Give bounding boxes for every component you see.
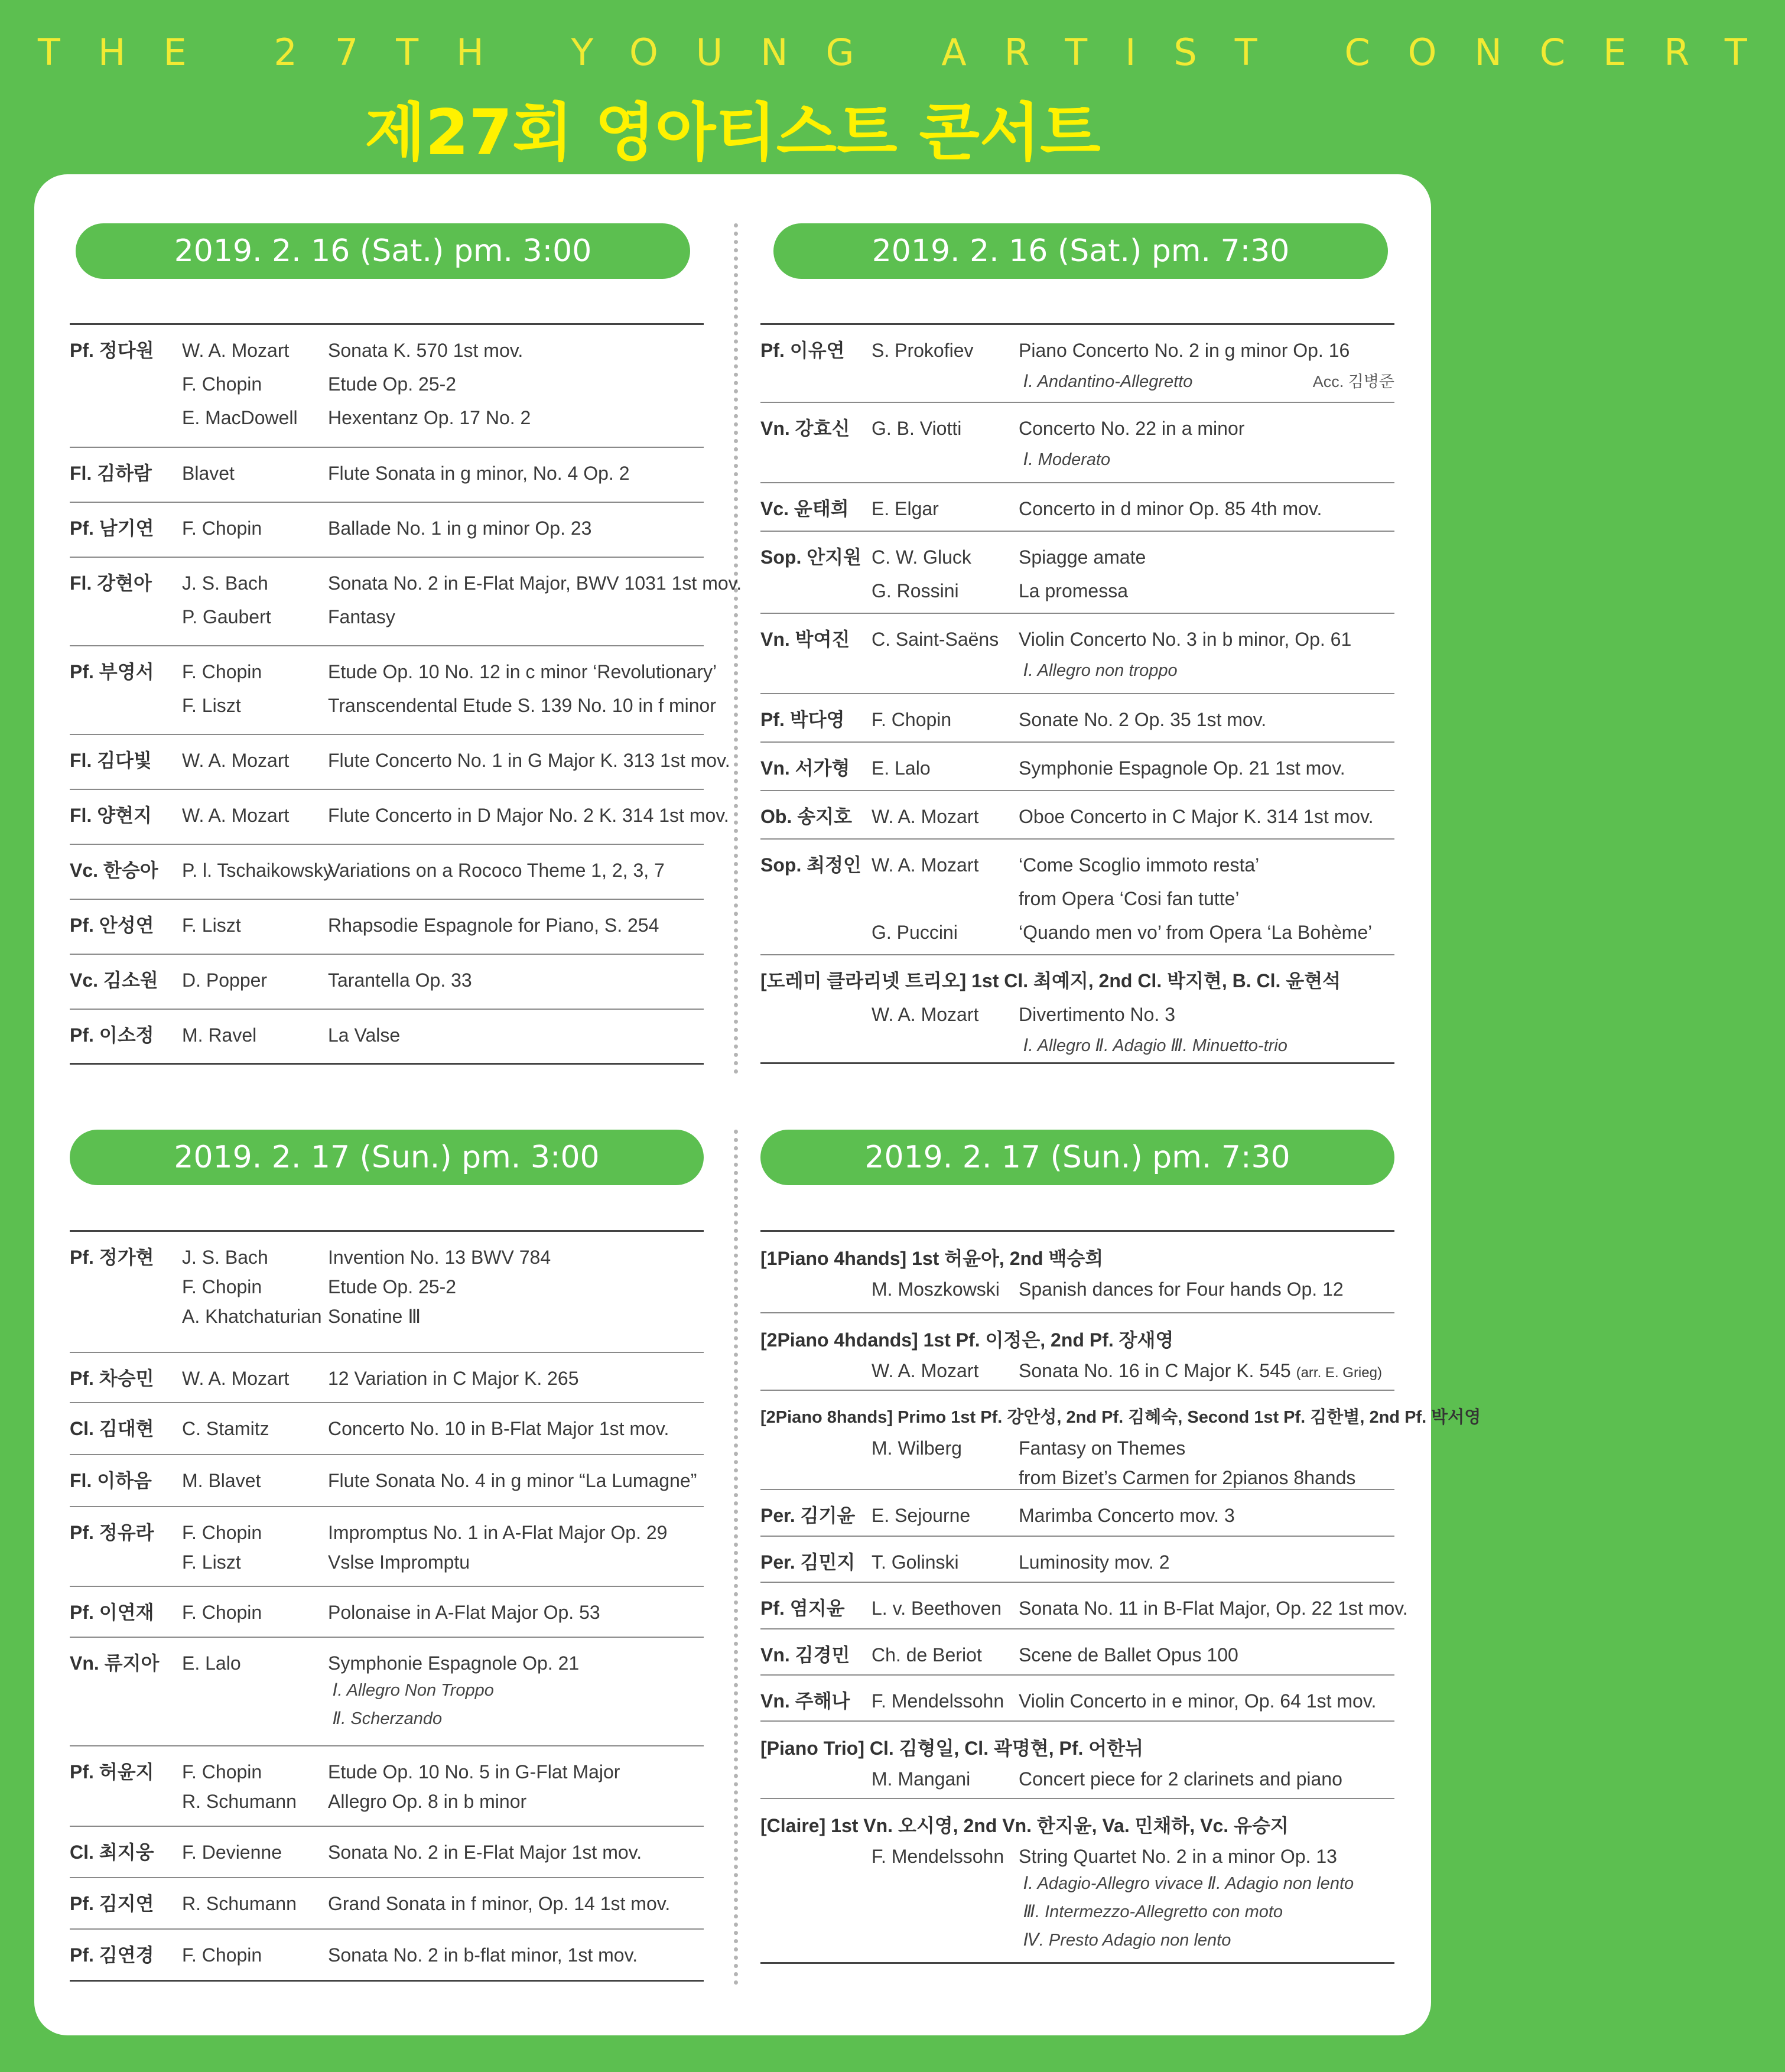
composer: A. Khatchaturian <box>182 1306 322 1327</box>
performer-name: Fl. 양현지 <box>70 805 152 826</box>
session-date: 2019. 2. 16 (Sat.) pm. 3:00 <box>76 223 690 279</box>
ensemble-label: [2Piano 8hands] Primo 1st Pf. 강안성, 2nd Pf. 김혜숙, Second 1st Pf. 김한별, 2nd Pf. 박서영 <box>760 1408 1481 1427</box>
composer: L. v. Beethoven <box>872 1598 1002 1619</box>
program-row <box>70 1010 704 1065</box>
work-title-text: Sonatine Ⅲ <box>328 1306 421 1327</box>
program-row <box>70 1455 704 1507</box>
program-row <box>760 1583 1408 1629</box>
program-row <box>760 1232 1394 1313</box>
movement-label: Ⅰ. Andantino-Allegretto <box>1023 372 1193 391</box>
work-title <box>1019 1272 1344 1306</box>
composer: F. Chopin <box>182 1522 262 1543</box>
work-title-text: Sonata No. 2 in b-flat minor, 1st mov. <box>328 1944 638 1966</box>
work-title <box>1019 915 1372 949</box>
work-title-text: Spanish dances for Four hands Op. 12 <box>1019 1279 1344 1300</box>
ensemble-label: [1Piano 4hands] 1st 허윤아, 2nd 백승희 <box>760 1248 1104 1269</box>
composer: M. Ravel <box>182 1024 257 1046</box>
composer: E. Lalo <box>182 1653 241 1674</box>
work-title <box>328 1411 669 1446</box>
program-list <box>760 323 1394 1064</box>
work-title-text: Etude Op. 25-2 <box>328 373 457 395</box>
work-title-text: Sonata No. 2 in E-Flat Major 1st mov. <box>328 1842 642 1863</box>
work-title-text: Marimba Concerto mov. 3 <box>1019 1505 1235 1526</box>
ensemble-label: [Piano Trio] Cl. 김형일, Cl. 곽명현, Pf. 어한뉘 <box>760 1738 1144 1759</box>
program-row <box>760 743 1394 791</box>
composer: M. Mangani <box>872 1768 971 1790</box>
performer-name: Pf. 이연재 <box>70 1602 154 1623</box>
composer: G. Rossini <box>872 580 959 601</box>
composer: W. A. Mozart <box>182 340 290 361</box>
composer: W. A. Mozart <box>872 1004 979 1025</box>
composer: T. Golinski <box>872 1551 959 1573</box>
performer-name: Pf. 안성연 <box>70 915 154 936</box>
composer: Ch. de Beriot <box>872 1644 982 1666</box>
work-title <box>328 401 531 435</box>
program-list <box>70 323 742 1065</box>
composer: W. A. Mozart <box>872 854 979 876</box>
composer: J. S. Bach <box>182 573 268 594</box>
movement-label: Ⅲ. Intermezzo-Allegretto con moto <box>1023 1902 1283 1921</box>
movement-label: Ⅰ. Allegro Ⅱ. Adagio Ⅲ. Minuetto-trio <box>1023 1036 1287 1055</box>
work-title-text: Sonata No. 11 in B-Flat Major, Op. 22 1st mov. <box>1019 1598 1408 1619</box>
work-title <box>328 367 456 401</box>
work-title <box>1019 574 1128 608</box>
work-title-text: Spiagge amate <box>1019 547 1146 568</box>
composer: C. Saint-Saëns <box>872 629 999 650</box>
program-row <box>760 1629 1394 1676</box>
performer-name: Pf. 박다영 <box>760 709 845 730</box>
composer: W. A. Mozart <box>872 806 979 827</box>
work-title-text: Flute Sonata in g minor, No. 4 Op. 2 <box>328 463 630 484</box>
performer-name: Vn. 류지아 <box>70 1653 160 1674</box>
work-title <box>1019 411 1244 445</box>
work-title <box>1019 1591 1408 1625</box>
program-row <box>760 403 1394 483</box>
work-title <box>328 333 523 367</box>
work-title <box>1019 848 1259 882</box>
work-title-text: Flute Concerto in D Major No. 2 K. 314 1st mov. <box>328 805 729 826</box>
work-title <box>1019 882 1239 916</box>
composer: E. Elgar <box>872 498 939 519</box>
work-title-text: Tarantella Op. 33 <box>328 970 472 991</box>
performer-name: Per. 김민지 <box>760 1551 856 1573</box>
composer: M. Wilberg <box>872 1437 962 1459</box>
work-title <box>328 1299 421 1333</box>
program-row <box>760 694 1394 743</box>
work-title-text: Grand Sonata in f minor, Op. 14 1st mov. <box>328 1893 671 1914</box>
composer: F. Chopin <box>182 1761 262 1782</box>
program-row <box>70 448 704 503</box>
program-row <box>760 840 1394 955</box>
program-row <box>760 325 1394 403</box>
performer-name: Cl. 최지웅 <box>70 1842 154 1863</box>
composer: F. Chopin <box>872 709 952 730</box>
performer-name: Fl. 강현아 <box>70 573 152 594</box>
work-title <box>328 743 730 778</box>
performer-name: Pf. 남기연 <box>70 518 154 539</box>
composer: F. Chopin <box>182 1602 262 1623</box>
composer: F. Liszt <box>182 1551 241 1573</box>
session-date: 2019. 2. 17 (Sun.) pm. 3:00 <box>70 1130 704 1185</box>
arrangement-note: (arr. E. Grieg) <box>1296 1365 1382 1381</box>
performer-name: Vn. 박여진 <box>760 629 850 650</box>
composer: M. Moszkowski <box>872 1279 1000 1300</box>
work-title-text: Etude Op. 10 No. 12 in c minor ‘Revolutionary’ <box>328 661 717 682</box>
accompanist: Acc. 김병준 <box>1312 373 1394 391</box>
work-title <box>1019 997 1175 1032</box>
program-row <box>760 955 1394 1064</box>
work-title <box>328 1886 670 1921</box>
composer: G. Puccini <box>872 922 958 943</box>
work-title <box>1019 751 1345 785</box>
work-title <box>1019 540 1146 574</box>
program-row <box>70 955 704 1010</box>
work-title-text: Concert piece for 2 clarinets and piano <box>1019 1768 1342 1790</box>
performer-name: Fl. 김다빛 <box>70 750 152 771</box>
performer-name: Pf. 이소정 <box>70 1024 154 1046</box>
program-row <box>70 1507 704 1587</box>
program-row <box>70 845 704 900</box>
program-row <box>760 1676 1394 1722</box>
program-row <box>760 1391 1481 1490</box>
work-title <box>1019 1545 1170 1579</box>
session-date: 2019. 2. 17 (Sun.) pm. 7:30 <box>760 1130 1394 1185</box>
work-title <box>328 655 717 689</box>
movement-label: Ⅳ. Presto Adagio non lento <box>1023 1931 1231 1950</box>
performer-name: Vn. 강효신 <box>760 418 850 439</box>
composer: S. Prokofiev <box>872 340 974 361</box>
composer: W. A. Mozart <box>182 750 290 771</box>
performer-name: Pf. 정다원 <box>70 340 154 361</box>
work-title <box>1019 333 1350 367</box>
composer: W. A. Mozart <box>182 1368 290 1389</box>
work-title <box>328 798 729 832</box>
composer: J. S. Bach <box>182 1247 268 1268</box>
work-title-text: Ballade No. 1 in g minor Op. 23 <box>328 518 592 539</box>
composer: R. Schumann <box>182 1791 297 1812</box>
work-title <box>328 1938 638 1972</box>
work-title <box>328 1835 642 1869</box>
work-title-text: from Opera ‘Cosi fan tutte’ <box>1019 888 1240 909</box>
program-row <box>760 1537 1394 1583</box>
work-title <box>328 688 716 723</box>
work-title-text: Divertimento No. 3 <box>1019 1004 1175 1025</box>
program-row <box>760 791 1394 840</box>
program-list <box>760 1230 1481 1964</box>
composer: W. A. Mozart <box>872 1360 979 1381</box>
program-row <box>70 1587 704 1638</box>
work-title-text: 12 Variation in C Major K. 265 <box>328 1368 579 1389</box>
work-title-text: Violin Concerto No. 3 in b minor, Op. 61 <box>1019 629 1352 650</box>
composer: F. Chopin <box>182 373 262 395</box>
program-row <box>70 1878 704 1930</box>
performer-name: Pf. 허윤지 <box>70 1761 154 1782</box>
work-title <box>1019 702 1266 737</box>
performer-name: Pf. 김연경 <box>70 1944 154 1966</box>
performer-name: Fl. 김하람 <box>70 463 152 484</box>
composer: C. Stamitz <box>182 1418 269 1439</box>
work-title-text: Piano Concerto No. 2 in g minor Op. 16 <box>1019 340 1350 361</box>
session-date: 2019. 2. 16 (Sat.) pm. 7:30 <box>773 223 1388 279</box>
work-title <box>328 1361 579 1396</box>
work-title-text: Polonaise in A-Flat Major Op. 53 <box>328 1602 600 1623</box>
composer: F. Liszt <box>182 695 241 716</box>
composer: P. l. Tschaikowsky <box>182 860 333 881</box>
program-row <box>70 325 704 448</box>
performer-name: Sop. 안지원 <box>760 547 861 568</box>
performer-name: Fl. 이하음 <box>70 1470 152 1491</box>
work-title <box>1019 1638 1238 1672</box>
program-row <box>70 1232 704 1353</box>
work-title-text: Concerto in d minor Op. 85 4th mov. <box>1019 498 1322 519</box>
composer: F. Devienne <box>182 1842 282 1863</box>
header-title-ko: 제27회 영아티스트 콘서트 <box>365 96 1101 169</box>
composer: Blavet <box>182 463 235 484</box>
ensemble-label: [2Piano 4hdands] 1st Pf. 이정은, 2nd Pf. 장새영 <box>760 1329 1174 1351</box>
work-title-text: Fantasy on Themes <box>1019 1437 1186 1459</box>
performer-name: Pf. 정가현 <box>70 1247 154 1268</box>
work-title-text: La Valse <box>328 1024 401 1046</box>
work-title <box>1019 1354 1382 1390</box>
work-title-text: Violin Concerto in e minor, Op. 64 1st mov. <box>1019 1690 1377 1712</box>
work-title <box>328 1595 600 1629</box>
program-list <box>70 1230 704 1982</box>
header-title-en: THE 27TH YOUNG ARTIST CONCERT <box>38 31 1785 74</box>
work-title <box>328 511 591 545</box>
performer-name: Pf. 부영서 <box>70 661 154 682</box>
work-title-text: Scene de Ballet Opus 100 <box>1019 1644 1238 1666</box>
composer: R. Schumann <box>182 1893 297 1914</box>
composer: G. B. Viotti <box>872 418 962 439</box>
composer: F. Liszt <box>182 915 241 936</box>
column-divider-top <box>734 223 738 1074</box>
composer: P. Gaubert <box>182 606 271 627</box>
work-title-text: Fantasy <box>328 606 395 627</box>
performer-name: Pf. 이유연 <box>760 340 845 361</box>
work-title-text: String Quartet No. 2 in a minor Op. 13 <box>1019 1846 1337 1867</box>
performer-name: Pf. 정유라 <box>70 1522 154 1543</box>
program-row <box>760 1313 1394 1391</box>
performer-name: Vc. 김소원 <box>70 970 158 991</box>
composer: F. Chopin <box>182 1944 262 1966</box>
ensemble-label: [도레미 클라리넷 트리오] 1st Cl. 최예지, 2nd Cl. 박지현, B. Cl. 윤현석 <box>760 970 1341 991</box>
performer-name: Vc. 윤태희 <box>760 498 849 519</box>
composer: F. Mendelssohn <box>872 1690 1004 1712</box>
work-title-text: from Bizet’s Carmen for 2pianos 8hands <box>1019 1467 1356 1488</box>
work-title <box>1019 1684 1376 1718</box>
work-title-text: Vslse Impromptu <box>328 1551 470 1573</box>
work-title-text: Concerto No. 10 in B-Flat Major 1st mov. <box>328 1418 669 1439</box>
work-title <box>328 1545 470 1579</box>
work-title <box>1019 1498 1235 1533</box>
movement-label: Ⅰ. Adagio-Allegro vivace Ⅱ. Adagio non lento <box>1023 1874 1354 1893</box>
program-row <box>70 1827 704 1878</box>
performer-name: Pf. 김지연 <box>70 1893 154 1914</box>
work-title <box>328 963 472 997</box>
composer: F. Mendelssohn <box>872 1846 1004 1867</box>
program-row <box>70 735 730 790</box>
work-title-text: Hexentanz Op. 17 No. 2 <box>328 407 531 428</box>
program-row <box>760 1490 1394 1537</box>
work-title <box>328 908 659 942</box>
work-title <box>328 1018 400 1052</box>
performer-name: Vc. 한승아 <box>70 860 158 881</box>
work-title-text: Variations on a Rococo Theme 1, 2, 3, 7 <box>328 860 665 881</box>
work-title <box>328 456 630 490</box>
work-title-text: Transcendental Etude S. 139 No. 10 in f minor <box>328 695 716 716</box>
work-title-text: Sonata No. 2 in E-Flat Major, BWV 1031 1st mov. <box>328 573 742 594</box>
work-title-text: Etude Op. 10 No. 5 in G-Flat Major <box>328 1761 620 1782</box>
movement-label: Ⅰ. Allegro Non Troppo <box>333 1681 494 1700</box>
work-title-text: Sonate No. 2 Op. 35 1st mov. <box>1019 709 1267 730</box>
work-title <box>1019 622 1351 656</box>
work-title-text: Allegro Op. 8 in b minor <box>328 1791 527 1812</box>
movement-label: Ⅰ. Allegro non troppo <box>1023 661 1178 680</box>
performer-name: Vn. 주해나 <box>760 1690 850 1712</box>
program-row <box>70 1746 704 1827</box>
program-row <box>70 1403 704 1455</box>
program-row <box>70 646 717 735</box>
work-title <box>328 853 665 887</box>
work-title <box>328 566 742 600</box>
movement-label: Ⅰ. Moderato <box>1023 450 1111 469</box>
work-title-text: Concerto No. 22 in a minor <box>1019 418 1245 439</box>
composer: F. Chopin <box>182 518 262 539</box>
work-title-text: Etude Op. 25-2 <box>328 1276 457 1297</box>
performer-name: Pf. 차승민 <box>70 1368 154 1389</box>
work-title <box>1019 799 1374 834</box>
composer: F. Chopin <box>182 1276 262 1297</box>
composer: W. A. Mozart <box>182 805 290 826</box>
work-title-text: Flute Sonata No. 4 in g minor “La Lumagne” <box>328 1470 697 1491</box>
work-title-text: Sonata No. 16 in C Major K. 545 <box>1019 1360 1291 1381</box>
program-row <box>760 532 1394 614</box>
composer: M. Blavet <box>182 1470 261 1491</box>
program-row <box>70 558 742 646</box>
composer: E. Lalo <box>872 757 931 779</box>
work-title-text: ‘Come Scoglio immoto resta’ <box>1019 854 1260 876</box>
program-row <box>760 614 1394 694</box>
work-title-text: Sonata K. 570 1st mov. <box>328 340 524 361</box>
program-row <box>70 503 704 558</box>
work-title-text: Luminosity mov. 2 <box>1019 1551 1170 1573</box>
composer: D. Popper <box>182 970 268 991</box>
program-row <box>70 900 704 955</box>
work-title-text: La promessa <box>1019 580 1128 601</box>
program-row <box>70 1353 704 1403</box>
performer-name: Pf. 염지윤 <box>760 1598 845 1619</box>
program-row <box>70 1930 704 1982</box>
program-row <box>70 790 729 845</box>
work-title-text: Oboe Concerto in C Major K. 314 1st mov. <box>1019 806 1374 827</box>
performer-name: Cl. 김대현 <box>70 1418 154 1439</box>
work-title <box>328 600 395 634</box>
performer-name: Ob. 송지호 <box>760 806 852 827</box>
program-row <box>760 483 1394 532</box>
work-title-text: Symphonie Espagnole Op. 21 <box>328 1653 580 1674</box>
work-title-text: Rhapsodie Espagnole for Piano, S. 254 <box>328 915 659 936</box>
ensemble-label: [Claire] 1st Vn. 오시영, 2nd Vn. 한지윤, Va. 민채하, Vc. 유승지 <box>760 1815 1289 1836</box>
work-title <box>1019 1762 1342 1796</box>
composer: C. W. Gluck <box>872 547 971 568</box>
performer-name: Sop. 최정인 <box>760 854 861 876</box>
movement-label: Ⅱ. Scherzando <box>333 1709 443 1728</box>
composer: E. Sejourne <box>872 1505 971 1526</box>
work-title-text: Symphonie Espagnole Op. 21 1st mov. <box>1019 757 1345 779</box>
performer-name: Vn. 김경민 <box>760 1644 850 1666</box>
program-row <box>760 1722 1394 1799</box>
work-title <box>328 1784 526 1819</box>
program-row <box>760 1799 1394 1964</box>
work-title <box>1019 492 1322 526</box>
composer: F. Chopin <box>182 661 262 682</box>
performer-name: Per. 김기윤 <box>760 1505 856 1526</box>
work-title-text: Impromptus No. 1 in A-Flat Major Op. 29 <box>328 1522 668 1543</box>
column-divider-bottom <box>734 1130 738 1985</box>
work-title <box>328 1463 697 1498</box>
performer-name: Vn. 서가형 <box>760 757 850 779</box>
program-row <box>70 1638 704 1746</box>
composer: E. MacDowell <box>182 407 298 428</box>
work-title-text: Invention No. 13 BWV 784 <box>328 1247 551 1268</box>
work-title-text: ‘Quando men vo’ from Opera ‘La Bohème’ <box>1019 922 1373 943</box>
work-title-text: Flute Concerto No. 1 in G Major K. 313 1st mov. <box>328 750 730 771</box>
